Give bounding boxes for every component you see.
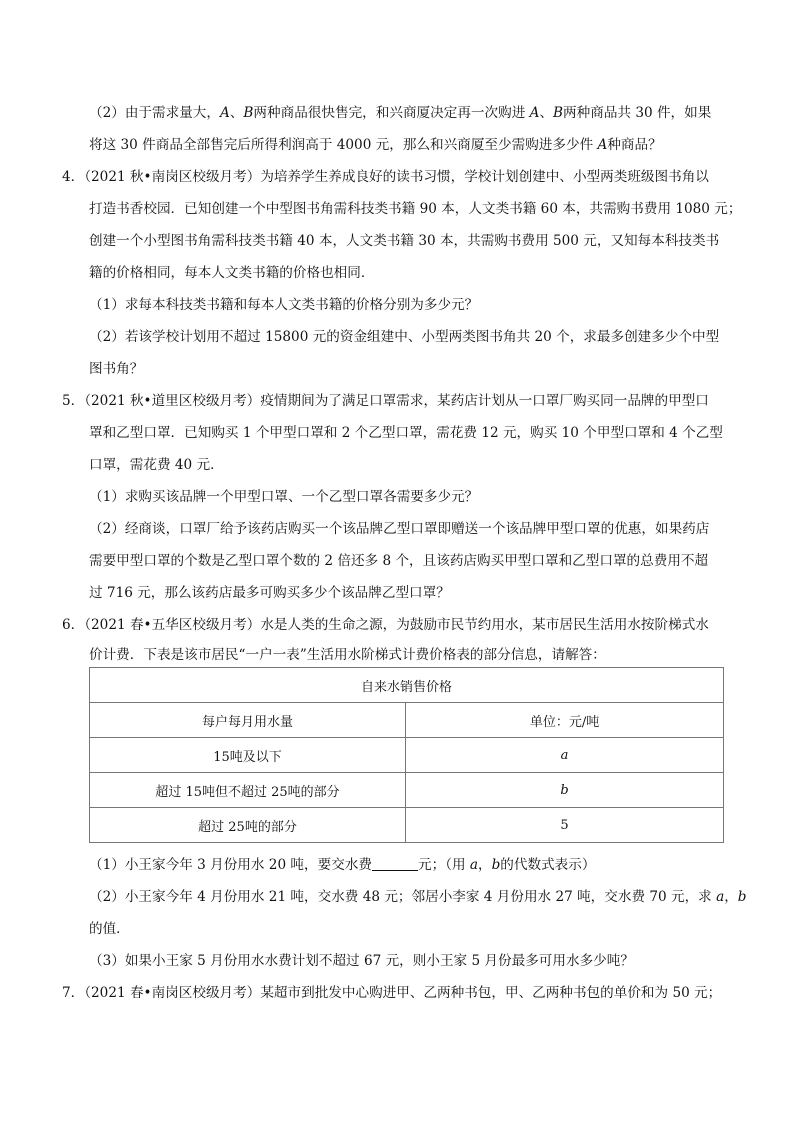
text-line-q6-2a: [89, 887, 747, 907]
text-run: 6．（2021 春•五华区校级月考）水是人类的生命之源，为鼓励市民节约用水，某市居民生活用水按阶梯式水: [62, 617, 709, 633]
text-line-q4-d: [89, 263, 374, 283]
text-run: 打造书香校园．已知创建一个中型图书角需科技类书籍 90 本，人文类书籍 60 本，共需购书费用 1080 元；: [89, 201, 742, 217]
math-variable: B: [553, 105, 564, 121]
text-run: 两种商品很快售完，和兴商厦决定再一次购进: [253, 105, 530, 121]
text-run: 7．（2021 春•南岗区校级月考）某超市到批发中心购进甲、乙两种书包，甲、乙两种书包的单价和为 50 元；: [62, 985, 722, 1001]
text-run: （1）小王家今年 3 月份用水 20 吨，要交水费: [89, 857, 372, 873]
text-run: （2）若该学校计划用不超过 15800 元的资金组建中、小型两类图书角共 20 个，求最多创建多少个中型: [89, 329, 720, 345]
text-run: ，: [478, 857, 492, 873]
text-run: 、: [539, 105, 554, 121]
text-line-q4-c: [89, 231, 719, 251]
text-run: 口罩，需花费 40 元．: [89, 457, 224, 473]
answer-blank: [372, 856, 418, 871]
math-variable: B: [243, 105, 254, 121]
usage-cell: 15吨及以下: [90, 738, 406, 773]
math-variable: b: [737, 889, 747, 905]
text-line-q5-a: [62, 391, 709, 411]
text-line-q4-2a: [89, 327, 719, 347]
text-run: 价计费．下表是该市居民“一户一表”生活用水阶梯式计费价格表的部分信息，请解答：: [89, 647, 606, 663]
price-cell: b: [406, 773, 724, 808]
table-header-row: [90, 703, 724, 738]
text-line-q6-2b: [89, 919, 130, 939]
table-title-row: [90, 668, 724, 703]
header-unit: 单位：元/吨: [406, 703, 724, 738]
text-run: 罩和乙型口罩．已知购买 1 个甲型口罩和 2 个乙型口罩，需花费 12 元，购买 10 个甲型口罩和 4 个乙型: [89, 425, 723, 441]
text-run: 两种商品共 30 件，如果: [563, 105, 712, 121]
text-run: 的值．: [89, 921, 130, 937]
text-run: 4．（2021 秋•南岗区校级月考）为培养学生养成良好的读书习惯，学校计划创建中、小型两类班级图书角以: [62, 169, 709, 185]
water-price-table: [89, 667, 724, 843]
text-line-q5-2b: [89, 551, 708, 571]
text-line-q6-b: [89, 645, 606, 665]
text-run: 籍的价格相同，每本人文类书籍的价格也相同．: [89, 265, 375, 281]
text-line-p3-2a: [89, 103, 711, 123]
text-line-q6-1: [89, 855, 595, 875]
text-run: （2）由于需求量大，: [89, 105, 220, 121]
usage-cell: 超过 15吨但不超过 25吨的部分: [90, 773, 406, 808]
text-line-q7-a: [62, 983, 721, 1003]
header-usage: 每户每月用水量: [90, 703, 406, 738]
text-line-q4-1: [89, 295, 478, 315]
text-run: （3）如果小王家 5 月份用水水费计划不超过 67 元，则小王家 5 月份最多可用水多少吨？: [89, 953, 634, 969]
text-run: 将这 30 件商品全部售完后所得利润高于 4000 元，那么和兴商厦至少需购进多少件: [89, 137, 598, 153]
text-run: 种商品？: [607, 137, 662, 153]
text-line-q4-a: [62, 167, 709, 187]
text-line-q5-2a: [89, 519, 709, 539]
math-variable: a: [469, 857, 478, 873]
text-line-q5-c: [89, 455, 224, 475]
math-variable: A: [220, 105, 230, 121]
math-variable: A: [529, 105, 540, 121]
math-variable: A: [597, 137, 608, 153]
math-variable: b: [491, 857, 501, 873]
table-row: [90, 773, 724, 808]
text-line-q5-b: [89, 423, 723, 443]
text-line-q5-1: [89, 487, 478, 507]
text-run: 元；（用: [417, 857, 470, 873]
text-run: （2）经商谈，口罩厂给予该药店购买一个该品牌乙型口罩即赠送一个该品牌甲型口罩的优惠，如果药店: [89, 521, 710, 537]
text-line-q6-a: [62, 615, 709, 635]
text-run: （1）求购买该品牌一个甲型口罩、一个乙型口罩各需要多少元？: [89, 489, 479, 505]
table-row: [90, 738, 724, 773]
text-line-q6-3: [89, 951, 634, 971]
text-line-q5-2c: [89, 583, 450, 603]
text-run: 过 716 元，那么该药店最多可购买多少个该品牌乙型口罩？: [89, 585, 450, 601]
text-run: （2）小王家今年 4 月份用水 21 吨，交水费 48 元；邻居小李家 4 月份用水 27 吨，交水费 70 元，求: [89, 889, 717, 905]
table-row: [90, 808, 724, 843]
text-line-q4-b: [89, 199, 741, 219]
text-line-q4-2b: [89, 359, 143, 379]
usage-cell: 超过 25吨的部分: [90, 808, 406, 843]
math-variable: a: [716, 889, 725, 905]
text-run: 图书角？: [89, 361, 144, 377]
text-run: 5．（2021 秋•道里区校级月考）疫情期间为了满足口罩需求，某药店计划从一口罩厂购买同一品牌的甲型口: [62, 393, 709, 409]
text-run: 的代数式表示）: [500, 857, 596, 873]
price-cell: a: [406, 738, 724, 773]
text-run: 创建一个小型图书角需科技类书籍 40 本，人文类书籍 30 本，共需购书费用 500 元，又知每本科技类书: [89, 233, 720, 249]
text-run: （1）求每本科技类书籍和每本人文类书籍的价格分别为多少元？: [89, 297, 479, 313]
text-line-p3-2b: [89, 135, 662, 155]
table-title: 自来水销售价格: [90, 668, 724, 703]
text-run: 需要甲型口罩的个数是乙型口罩个数的 2 倍还多 8 个，且该药店购买甲型口罩和乙型口罩的总费用不超: [89, 553, 709, 569]
text-run: ，: [724, 889, 738, 905]
text-run: 、: [229, 105, 244, 121]
price-cell: 5: [406, 808, 724, 843]
